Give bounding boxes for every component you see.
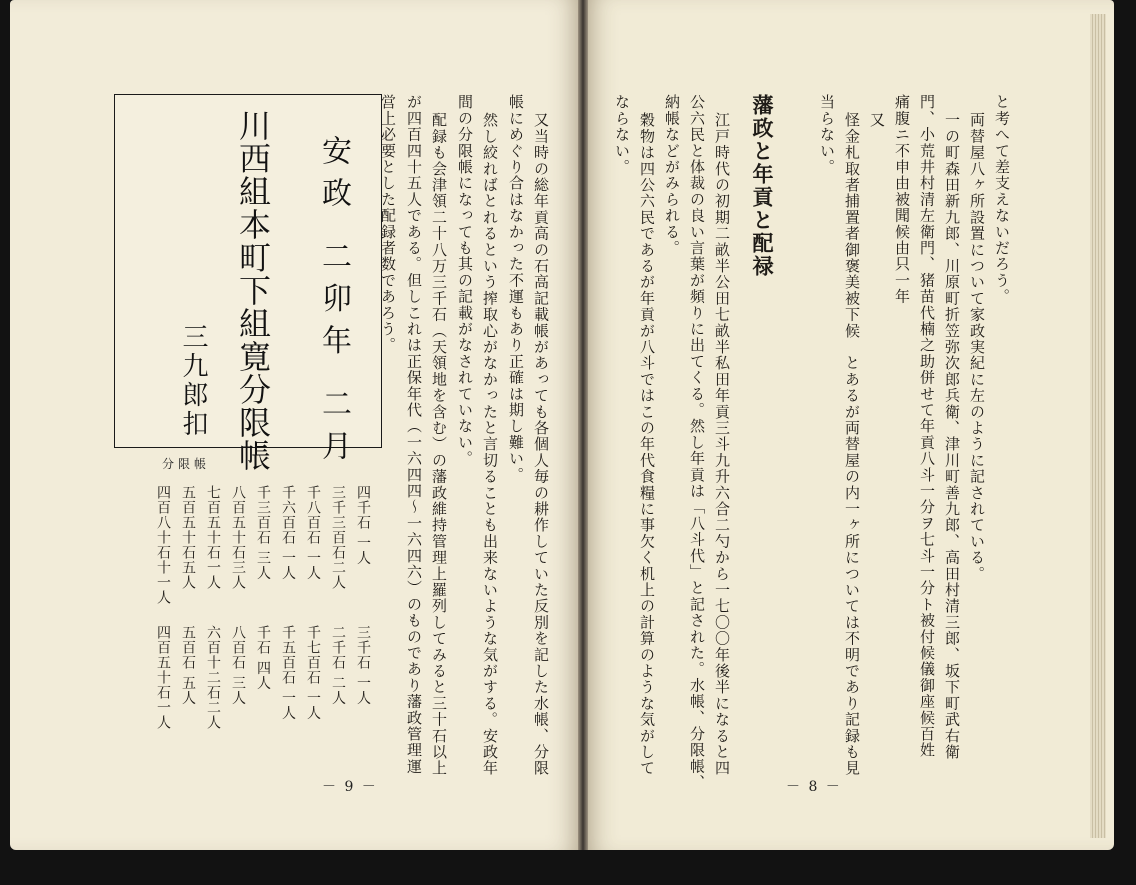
text-column: 然し絞ればとれるという搾取心がなかったと言切ることも出来ないような気がする。安政年 bbox=[481, 112, 499, 777]
text-column: 怪金札取者捕置者御褒美被下候 とあるが両替屋の内一ヶ所については不明であり記録も見 bbox=[843, 112, 861, 777]
list-item: 三千石 一人 bbox=[355, 625, 371, 706]
list-item: 二千石 二人 bbox=[330, 625, 346, 706]
book-gutter bbox=[578, 0, 588, 850]
text-column: 帳にめぐり合はなかった不運もあり正確は期し難い。 bbox=[507, 94, 525, 483]
list-item: 六百十二石二人 bbox=[205, 625, 221, 730]
list-item: 千石 四人 bbox=[255, 625, 271, 691]
page-edges bbox=[1090, 14, 1106, 838]
document-date-line: 安政 二卯年 二月 bbox=[316, 135, 351, 473]
list-item: 五百五十石五人 bbox=[180, 485, 196, 590]
document-facsimile bbox=[114, 94, 382, 473]
text-column: 一の町森田新九郎、川原町折笠弥次郎兵衛、津川町善九郎、高田村清三郎、坂下町武右衛 bbox=[943, 112, 961, 760]
text-column: 又 bbox=[868, 112, 886, 129]
text-column: 痛腹ニ不申由被聞候由只一年 bbox=[893, 94, 911, 305]
list-item: 四百五十石一人 bbox=[155, 625, 171, 730]
page-number: － 9 － bbox=[322, 779, 378, 795]
list-item: 八百石 三人 bbox=[230, 625, 246, 706]
text-column: 江戸時代の初期二畝半公田七畝半私田年貢三斗九升六合二勺から一七〇〇年後半になると四 bbox=[713, 112, 731, 777]
list-item: 千七百石 一人 bbox=[305, 625, 321, 721]
list-item: 五百石 五人 bbox=[180, 625, 196, 706]
section-heading: 藩政と年貢と配禄 bbox=[750, 94, 775, 278]
text-column: と考へて差支えないだろう。 bbox=[993, 94, 1011, 305]
text-column: 間の分限帳になっても其の記載がなされていない。 bbox=[456, 94, 474, 467]
list-item: 千八百石 一人 bbox=[305, 485, 321, 581]
list-item: 四百八十石十一人 bbox=[155, 485, 171, 605]
text-column: が四百四十五人である。但しこれは正保年代（一六四四～一六四六）のものであり藩政管理運 bbox=[405, 94, 423, 775]
text-column: 穀物は四公六民であるが年貢が八斗ではこの年代食糧に事欠く机上の計算のような気がして bbox=[638, 112, 656, 777]
list-item: 四千石 一人 bbox=[355, 485, 371, 566]
text-column: 又当時の総年貢高の石高記載帳があっても各個人毎の耕作していた反別を記した水帳、分限 bbox=[532, 112, 550, 777]
page-number: － 8 － bbox=[786, 779, 842, 795]
document-title-line: 川西組本町下組寛分限帳 bbox=[234, 109, 272, 472]
list-item: 千五百石 一人 bbox=[280, 625, 296, 721]
text-column: 配録も会津領二十八万三千石（天領地を含む）の藩政維持管理上羅列してみると三十石以上 bbox=[430, 112, 448, 777]
list-item: 千三百石 三人 bbox=[255, 485, 271, 581]
text-column: 当らない。 bbox=[818, 94, 836, 175]
text-column: 納帳などがみられる。 bbox=[663, 94, 681, 256]
document-author-line: 三九郎扣 bbox=[178, 323, 208, 439]
document-caption: 分限帳 bbox=[162, 457, 211, 471]
list-item: 八百五十石三人 bbox=[230, 485, 246, 590]
text-column: 両替屋八ヶ所設置について家政実紀に左のように記されている。 bbox=[968, 112, 986, 582]
list-item: 七百五十石一人 bbox=[205, 485, 221, 590]
list-item: 三千三百石二人 bbox=[330, 485, 346, 590]
stipend-list bbox=[150, 625, 460, 885]
text-column: 営上必要とした配録者数であろう。 bbox=[379, 94, 397, 354]
text-column: 公六民と体裁の良い言葉が頻りに出てくる。然し年貢は「八斗代」と記された。水帳、分限帳、 bbox=[688, 94, 706, 791]
list-item: 千六百石 一人 bbox=[280, 485, 296, 581]
text-column: 門、小荒井村清左衛門、猪苗代楠之助併せて年貢八斗一分ヲ七斗一分ト被付候儀御座候百姓 bbox=[918, 94, 936, 759]
text-column: ならない。 bbox=[613, 94, 631, 175]
